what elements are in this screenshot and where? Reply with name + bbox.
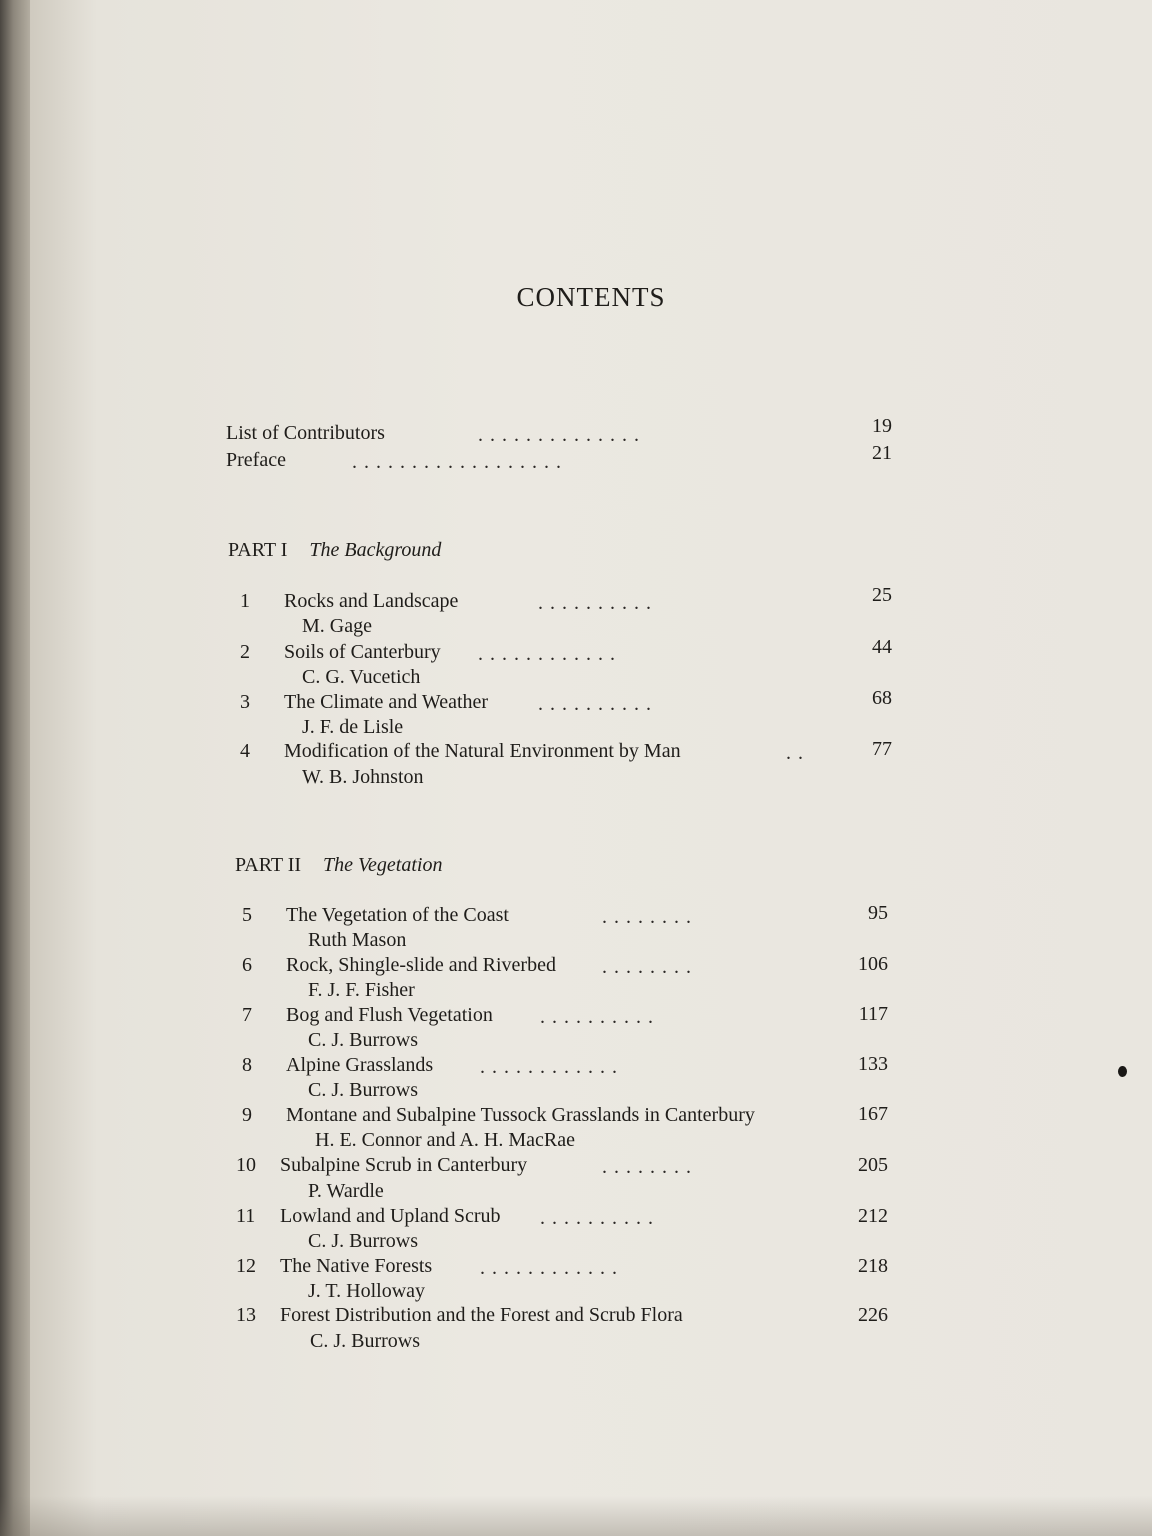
leader-dots: . . . . . . . . . . . . — [480, 1056, 618, 1078]
chapter-number: 2 — [240, 641, 250, 663]
chapter-title: 4 Modification of the Natural Environment by Man — [240, 740, 681, 762]
chapter-author: C. J. Burrows — [308, 1079, 419, 1101]
leader-dots: . . . . . . . . . . — [540, 1006, 654, 1028]
leader-dots: . . . . . . . . . . . . . . — [478, 424, 640, 446]
book-spine-edge — [0, 0, 34, 1536]
chapter-author: W. B. Johnston — [302, 766, 424, 788]
chapter-title: 12 The Native Forests — [236, 1255, 433, 1277]
chapter-number: 7 — [242, 1004, 252, 1026]
chapter-title: 2 Soils of Canterbury — [240, 641, 441, 663]
chapter-number: 13 — [236, 1304, 256, 1326]
chapter-number: 12 — [236, 1255, 256, 1277]
chapter-author: C. J. Burrows — [310, 1330, 421, 1352]
leader-dots: . . . . . . . . — [602, 906, 692, 928]
leader-dots: . . . . . . . . . . . . . . . . . . — [352, 451, 562, 473]
chapter-number: 6 — [242, 954, 252, 976]
chapter-number: 11 — [236, 1205, 256, 1227]
chapter-title: 5 The Vegetation of the Coast — [242, 904, 509, 926]
chapter-title: 10 Subalpine Scrub in Canterbury — [236, 1154, 528, 1176]
contents-page — [30, 0, 1152, 1536]
chapter-author: P. Wardle — [308, 1180, 384, 1202]
chapter-author: C. G. Vucetich — [302, 666, 421, 688]
leader-dots: . . . . . . . . . . — [540, 1207, 654, 1229]
chapter-page: 133 — [858, 1053, 888, 1075]
chapter-title: 3 The Climate and Weather — [240, 691, 489, 713]
chapter-page: 205 — [858, 1154, 888, 1176]
leader-dots: . . . . . . . . . . — [538, 693, 652, 715]
chapter-number: 4 — [240, 740, 250, 762]
chapter-page: 226 — [858, 1304, 888, 1326]
leader-dots: . . . . . . . . . . . . — [480, 1257, 618, 1279]
chapter-title: 7 Bog and Flush Vegetation — [242, 1004, 493, 1026]
chapter-page: 95 — [868, 902, 888, 924]
chapter-title: 11 Lowland and Upland Scrub — [236, 1205, 501, 1227]
chapter-page: 167 — [858, 1103, 888, 1125]
chapter-page: 44 — [872, 636, 892, 658]
chapter-title: 6 Rock, Shingle-slide and Riverbed — [242, 954, 556, 976]
page-title: CONTENTS — [516, 282, 666, 312]
punch-hole — [1118, 1066, 1127, 1077]
chapter-title: 13 Forest Distribution and the Forest and Scrub Flora — [236, 1304, 683, 1326]
part-heading — [228, 539, 441, 562]
part-heading — [235, 854, 442, 877]
chapter-page: 212 — [858, 1205, 888, 1227]
leader-dots: . . . . . . . . . . — [538, 592, 652, 614]
chapter-title: 1 Rocks and Landscape — [240, 590, 459, 612]
chapter-author: Ruth Mason — [308, 929, 407, 951]
part-subtitle: The Vegetation — [323, 854, 443, 876]
leader-dots: . . . . . . . . — [602, 1156, 692, 1178]
chapter-number: 10 — [236, 1154, 256, 1176]
chapter-author: C. J. Burrows — [308, 1230, 419, 1252]
leader-dots: . . . . . . . . — [602, 956, 692, 978]
chapter-author: M. Gage — [302, 615, 372, 637]
chapter-page: 77 — [872, 738, 892, 760]
part-label: PART II — [235, 854, 302, 876]
leader-dots: . . — [786, 742, 804, 764]
toc-entry-contributors-page: 19 — [872, 415, 892, 437]
chapter-title: 9 Montane and Subalpine Tussock Grasslands in Canterbury — [242, 1104, 755, 1126]
chapter-page: 117 — [858, 1003, 888, 1025]
chapter-page: 68 — [872, 687, 892, 709]
chapter-number: 1 — [240, 590, 250, 612]
chapter-author: H. E. Connor and A. H. MacRae — [315, 1129, 575, 1151]
toc-entry-contributors-label: List of Contributors — [226, 422, 385, 444]
chapter-page: 25 — [872, 584, 892, 606]
toc-entry-preface-label: Preface — [226, 449, 286, 471]
chapter-page: 218 — [858, 1255, 888, 1277]
chapter-number: 5 — [242, 904, 252, 926]
chapter-number: 8 — [242, 1054, 252, 1076]
chapter-number: 3 — [240, 691, 250, 713]
chapter-author: J. F. de Lisle — [302, 716, 404, 738]
chapter-title: 8 Alpine Grasslands — [242, 1054, 434, 1076]
leader-dots: . . . . . . . . . . . . — [478, 643, 616, 665]
page-shadow — [0, 1496, 1152, 1536]
chapter-number: 9 — [242, 1104, 252, 1126]
toc-entry-preface-page: 21 — [872, 442, 892, 464]
part-subtitle: The Background — [309, 539, 442, 561]
chapter-page: 106 — [858, 953, 888, 975]
chapter-author: J. T. Holloway — [308, 1280, 426, 1302]
chapter-author: C. J. Burrows — [308, 1029, 419, 1051]
part-label: PART I — [228, 539, 288, 561]
chapter-author: F. J. F. Fisher — [308, 979, 415, 1001]
